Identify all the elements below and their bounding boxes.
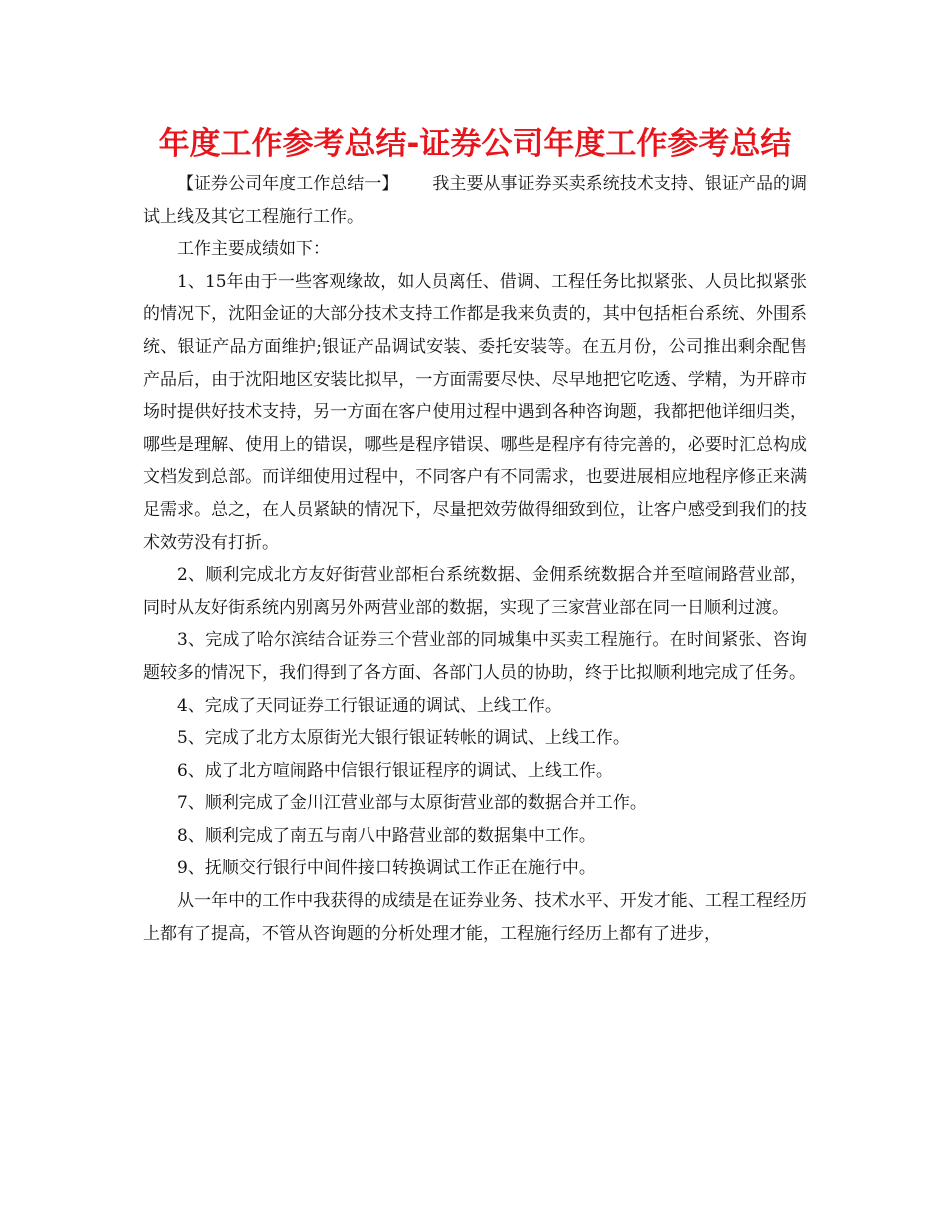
document-body	[143, 168, 807, 950]
paragraph-results-heading: 工作主要成绩如下：	[177, 239, 330, 260]
paragraph-summary: 从一年中的工作中我获得的成绩是在证券业务、技术水平、开发才能、工程工程经历上都有了提高，不管从咨询题的分析处理才能，工程施行经历上都有了进步，	[143, 891, 807, 944]
document-title: 年度工作参考总结-证券公司年度工作参考总结	[158, 126, 792, 162]
paragraph-item-4: 4、完成了天同证券工行银证通的调试、上线工作。	[177, 695, 562, 716]
paragraph-item-1: 1、15年由于一些客观缘故，如人员离任、借调、工程任务比拟紧张、人员比拟紧张的情况下，沈阳金证的大部分技术支持工作都是我来负责的，其中包括柜台系统、外围系统、银证产品方面维护;银证产品调试安装、委托安装等。在五月份，公司推出剩余配售产品后，由于沈阳地区安装比拟早，一方面需要尽快、尽早地把它吃透、学精，为开辟市场时提供好技术支持，另一方面在客户使用过程中遇到各种咨询题，我都把他详细归类，哪些是理解、使用上的错误，哪些是程序错误、哪些是程序有待完善的，必要时汇总构成文档发到总部。而详细使用过程中，不同客户有不同需求，也要进展相应地程序修正来满足需求。总之，在人员紧缺的情况下，尽量把效劳做得细致到位，让客户感受到我们的技术效劳没有打折。	[143, 271, 807, 553]
paragraph-item-9: 9、抚顺交行银行中间件接口转换调试工作正在施行中。	[177, 858, 596, 879]
paragraph-item-6: 6、成了北方喧闹路中信银行银证程序的调试、上线工作。	[177, 760, 613, 781]
paragraph-item-2: 2、顺利完成北方友好街营业部柜台系统数据、金佣系统数据合并至喧闹路营业部，同时从友好街系统内别离另外两营业部的数据，实现了三家营业部在同一日顺利过渡。	[143, 565, 807, 618]
paragraph-item-7: 7、顺利完成了金川江营业部与太原街营业部的数据合并工作。	[177, 793, 647, 814]
intro-text: 我主要从事证券买卖系统技术支持、银证产品的调试上线及其它工程施行工作。	[143, 174, 808, 227]
paragraph-item-8: 8、顺利完成了南五与南八中路营业部的数据集中工作。	[177, 825, 596, 846]
intro-paragraph	[143, 168, 807, 233]
paragraph-item-3: 3、完成了哈尔滨结合证券三个营业部的同城集中买卖工程施行。在时间紧张、咨询题较多的情况下，我们得到了各方面、各部门人员的协助，终于比拟顺利地完成了任务。	[143, 630, 807, 683]
paragraph-item-5: 5、完成了北方太原街光大银行银证转帐的调试、上线工作。	[177, 728, 630, 749]
intro-heading: 【证券公司年度工作总结一】	[177, 174, 399, 194]
